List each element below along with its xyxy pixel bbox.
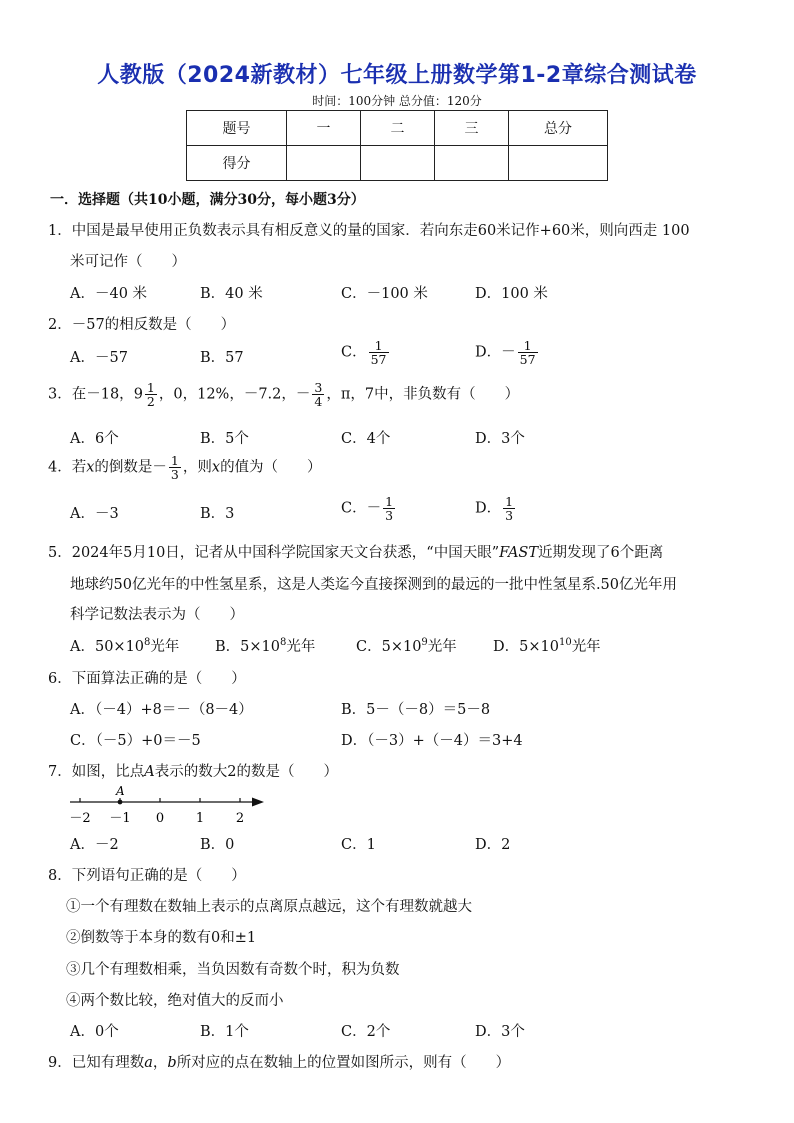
fraction-numerator: 1	[369, 339, 389, 353]
score-cell	[509, 146, 608, 181]
statement-4	[66, 989, 284, 1010]
separator: ，	[152, 1055, 168, 1071]
question-text: 下面算法正确的是（ ）	[71, 671, 246, 687]
exam-title: 人教版（2024新教材）七年级上册数学第1-2章综合测试卷	[97, 63, 697, 88]
number-line-tick-label: 2	[235, 811, 245, 826]
option-b: B．5－（－8）＝5－8	[341, 702, 491, 718]
question-number: 7．	[48, 764, 72, 780]
option-b	[215, 635, 315, 656]
fast-label: FAST	[499, 545, 539, 561]
statement-mark: ④	[66, 993, 81, 1009]
statement-mark: ③	[66, 962, 81, 978]
question-6	[48, 667, 246, 688]
option-label: D．－	[475, 344, 516, 361]
statement-text: 倒数等于本身的数有0和±1	[80, 930, 257, 946]
question-text: 近期发现了6个距离	[538, 545, 664, 561]
option-unit: 光年	[150, 639, 180, 655]
question-number: 4．	[48, 459, 72, 476]
statement-text: 一个有理数在数轴上表示的点离原点越远，这个有理数就越大	[80, 899, 472, 915]
option-b: B．5个	[200, 431, 249, 447]
question-number: 6．	[48, 671, 72, 687]
option-d: D．2	[475, 837, 511, 853]
variable: b	[167, 1055, 177, 1071]
fraction	[383, 495, 395, 522]
question-text: 若	[71, 459, 87, 476]
fraction-numerator: 1	[146, 380, 155, 395]
question-8	[48, 864, 246, 885]
score-table-score-row	[187, 146, 608, 181]
option-b: B．0	[200, 837, 235, 853]
option-text: A．50×10	[70, 639, 145, 655]
fraction-denominator: 3	[385, 508, 394, 523]
fraction-denominator: 3	[505, 508, 514, 523]
option-unit: 光年	[571, 639, 601, 655]
variable: x	[86, 459, 95, 476]
option-text: B．5×10	[215, 639, 280, 655]
option-d: D．3个	[475, 1024, 525, 1040]
exponent: 8	[279, 637, 287, 649]
exponent: 8	[144, 637, 151, 649]
fraction	[369, 339, 389, 366]
fraction-numerator: 3	[314, 380, 323, 395]
question-text: －57的相反数是（ ）	[71, 317, 236, 333]
fraction-denominator: 57	[370, 352, 387, 367]
question-text: 表示的数大2的数是（ ）	[154, 764, 338, 780]
statement-3	[66, 958, 400, 979]
exponent: 9	[421, 637, 428, 649]
number-line-figure	[60, 780, 280, 828]
option-unit: 光年	[427, 639, 457, 655]
score-header-cell: 总分	[509, 111, 608, 146]
number-line-tick-label: 1	[195, 811, 205, 826]
point-a-label: A	[116, 784, 125, 798]
option-a: A．－3	[70, 506, 119, 522]
number-line-tick-label: 0	[155, 811, 165, 826]
fraction	[518, 339, 538, 366]
option-b: B．40 米	[200, 286, 263, 302]
option-c: C．（－5）+0＝－5	[70, 733, 201, 749]
arrow-head-icon	[252, 798, 264, 807]
option-c	[341, 339, 391, 366]
option-b: B．3	[200, 506, 235, 522]
variable: x	[211, 459, 221, 476]
statement-mark: ②	[66, 930, 81, 946]
fraction-numerator: 1	[505, 494, 514, 509]
question-text: ，0，12%，－7.2，－	[158, 386, 311, 403]
option-a: A．6个	[70, 431, 119, 447]
fraction-denominator: 2	[146, 394, 155, 409]
statement-text: 几个有理数相乘，当负因数有奇数个时，积为负数	[80, 962, 400, 978]
score-table-header-row	[187, 111, 608, 146]
point-a-dot	[118, 800, 123, 805]
question-4	[48, 454, 322, 481]
option-a: A．－57	[70, 350, 128, 366]
score-header-cell: 一	[287, 111, 361, 146]
fraction	[503, 495, 515, 522]
question-text: 的值为（ ）	[220, 459, 322, 476]
option-c: C．4个	[341, 431, 391, 447]
statement-text: 两个数比较，绝对值大的反而小	[80, 993, 284, 1009]
fraction	[169, 454, 181, 481]
score-table	[186, 110, 608, 181]
question-text: ，则	[182, 459, 212, 476]
option-a	[70, 635, 179, 656]
question-7	[48, 760, 338, 781]
option-c	[341, 495, 397, 522]
score-header-cell: 三	[435, 111, 509, 146]
question-5-cont: 地球约50亿光年的中性氢星系，这是人类迄今直接探测到的最远的一批中性氢星系.50亿光年用	[70, 577, 678, 593]
question-text: 所对应的点在数轴上的位置如图所示，则有（ ）	[176, 1055, 511, 1071]
question-number: 8．	[48, 868, 72, 884]
option-text: D．5×10	[493, 639, 559, 655]
variable: a	[144, 1055, 153, 1071]
option-b: B．57	[200, 350, 244, 366]
mixed-number	[134, 381, 159, 408]
option-d	[475, 339, 540, 366]
option-d: D．3个	[475, 431, 525, 447]
score-row-label: 得分	[187, 146, 287, 181]
question-text: 的倒数是－	[94, 459, 167, 476]
option-label: C．	[341, 344, 367, 361]
variable: A	[144, 764, 155, 780]
option-d: D．100 米	[475, 286, 548, 302]
question-1	[48, 219, 690, 240]
option-label: C．－	[341, 500, 382, 517]
section-heading: 一．选择题（共10小题，满分30分，每小题3分）	[50, 192, 365, 208]
statement-mark: ①	[66, 899, 81, 915]
fraction-denominator: 3	[170, 467, 179, 482]
question-text: 下列语句正确的是（ ）	[71, 868, 246, 884]
statement-1	[66, 895, 472, 916]
question-5	[48, 541, 663, 562]
question-text: ，π，7中，非负数有（ ）	[326, 386, 520, 403]
score-header-cell: 题号	[187, 111, 287, 146]
fraction	[145, 381, 157, 408]
fraction-numerator: 1	[518, 339, 538, 353]
option-unit: 光年	[286, 639, 316, 655]
option-c: C．1	[341, 837, 376, 853]
option-d	[475, 495, 517, 522]
question-2	[48, 313, 235, 334]
fraction-denominator: 57	[519, 352, 536, 367]
question-9	[48, 1051, 510, 1072]
fraction-numerator: 1	[385, 494, 394, 509]
option-a: A．－40 米	[70, 286, 148, 302]
question-number: 1．	[48, 223, 72, 239]
statement-2	[66, 926, 256, 947]
fraction	[312, 381, 324, 408]
mixed-whole: 9	[133, 386, 143, 403]
option-d: D．（－3）+（－4）＝3+4	[341, 733, 523, 749]
number-line-tick-label: －1	[109, 811, 131, 826]
question-1-cont: 米可记作（ ）	[70, 254, 186, 270]
score-header-cell: 二	[361, 111, 435, 146]
option-text: C．5×10	[356, 639, 422, 655]
score-cell	[361, 146, 435, 181]
option-a: A．0个	[70, 1024, 119, 1040]
option-label: D．	[475, 500, 502, 517]
option-c	[356, 635, 457, 656]
exam-subtitle: 时间：100分钟 总分值：120分	[312, 94, 482, 108]
question-number: 9．	[48, 1055, 72, 1071]
question-text: 已知有理数	[71, 1055, 145, 1071]
option-d	[493, 635, 601, 656]
score-cell	[287, 146, 361, 181]
number-line-tick-label: －2	[69, 811, 91, 826]
question-number: 3．	[48, 386, 72, 403]
option-a: A．－2	[70, 837, 119, 853]
question-3	[48, 381, 519, 408]
option-c: C．2个	[341, 1024, 391, 1040]
question-5-cont: 科学记数法表示为（ ）	[70, 607, 244, 623]
exponent: 10	[558, 637, 572, 649]
question-text: 中国是最早使用正负数表示具有相反意义的量的国家．若向东走60米记作+60米，则向西走 100	[71, 223, 690, 239]
option-c: C．－100 米	[341, 286, 428, 302]
fraction-denominator: 4	[314, 394, 323, 409]
question-text: 如图，比点	[71, 764, 145, 780]
option-a: A．（－4）+8＝－（8－4）	[70, 702, 253, 718]
option-b: B．1个	[200, 1024, 249, 1040]
question-number: 5．	[48, 545, 72, 561]
score-cell	[435, 146, 509, 181]
question-text: 2024年5月10日，记者从中国科学院国家天文台获悉，“中国天眼”	[71, 545, 500, 561]
fraction-numerator: 1	[170, 453, 179, 468]
question-text: 在－18，	[71, 386, 134, 403]
question-number: 2．	[48, 317, 72, 333]
